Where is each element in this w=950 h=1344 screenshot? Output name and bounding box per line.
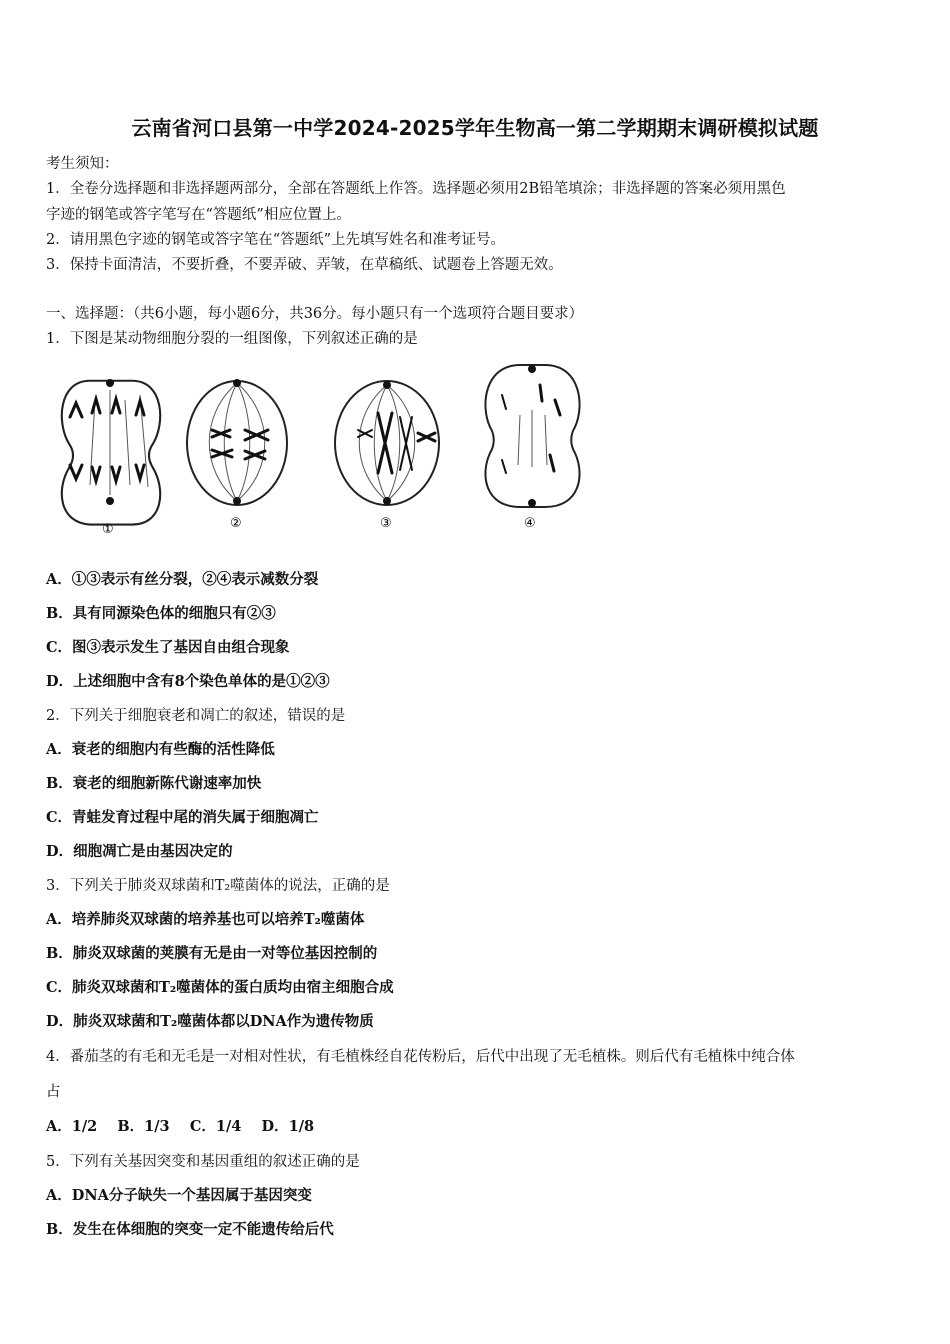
cell-3-membrane [335,381,439,505]
question-5-stem: 5．下列有关基因突变和基因重组的叙述正确的是 [46,1154,360,1170]
q3-option-d: D．肺炎双球菌和T₂噬菌体都以DNA作为遗传物质 [46,1013,374,1030]
question-1-stem: 1．下图是某动物细胞分裂的一组图像，下列叙述正确的是 [46,331,418,347]
notice-item-1-cont: 字迹的钢笔或答字笔写在“答题纸”相应位置上。 [46,207,351,223]
q3-option-b: B．肺炎双球菌的荚膜有无是由一对等位基因控制的 [46,945,378,962]
cell-label-2: ② [230,516,242,531]
question-2-stem: 2．下列关于细胞衰老和凋亡的叙述，错误的是 [46,708,346,724]
q2-option-a: A．衰老的细胞内有些酶的活性降低 [46,741,275,758]
question-4-stem: 4．番茄茎的有毛和无毛是一对相对性状，有毛植株经自花传粉后，后代中出现了无毛植株。则后代有毛植株中纯合体 [46,1049,795,1065]
notice-item-2: 2．请用黑色字迹的钢笔或答字笔在“答题纸”上先填写姓名和准考证号。 [46,232,506,248]
q1-option-d: D．上述细胞中含有8个染色单体的是①②③ [46,673,330,690]
notice-item-1: 1．全卷分选择题和非选择题两部分，全部在答题纸上作答。选择题必须用2B铅笔填涂；非选择题的答案必须用黑色 [46,181,786,197]
q2-option-b: B．衰老的细胞新陈代谢速率加快 [46,775,262,792]
cell-label-3: ③ [380,516,392,531]
q5-option-a: A．DNA分子缺失一个基因属于基因突变 [46,1187,312,1204]
q2-option-c: C．青蛙发育过程中尾的消失属于细胞凋亡 [46,809,319,826]
question-3-stem: 3．下列关于肺炎双球菌和T₂噬菌体的说法，正确的是 [46,878,390,894]
q2-option-d: D．细胞凋亡是由基因决定的 [46,843,233,860]
section-heading: 一、选择题：（共6小题，每小题6分，共36分。每小题只有一个选项符合题目要求） [46,306,584,322]
q1-option-a: A．①③表示有丝分裂，②④表示减数分裂 [46,571,319,588]
notice-heading: 考生须知： [46,156,119,172]
q3-option-a: A．培养肺炎双球菌的培养基也可以培养T₂噬菌体 [46,911,365,928]
q1-option-c: C．图③表示发生了基因自由组合现象 [46,639,290,656]
cell-2-membrane [187,381,287,505]
q3-option-c: C．肺炎双球菌和T₂噬菌体的蛋白质均由宿主细胞合成 [46,979,394,996]
cell-label-4: ④ [524,516,536,531]
cell-division-figure [40,355,600,545]
page-title: 云南省河口县第一中学2024-2025学年生物高一第二学期期末调研模拟试题 [131,116,819,140]
q5-option-b: B．发生在体细胞的突变一定不能遗传给后代 [46,1221,334,1238]
cell-label-1: ① [102,522,114,537]
notice-item-3: 3．保持卡面清洁，不要折叠，不要弄破、弄皱，在草稿纸、试题卷上答题无效。 [46,257,563,273]
question-4-stem-cont: 占 [46,1084,61,1100]
q1-option-b: B．具有同源染色体的细胞只有②③ [46,605,276,622]
q4-options: A．1/2 B．1/3 C．1/4 D．1/8 [46,1118,315,1135]
